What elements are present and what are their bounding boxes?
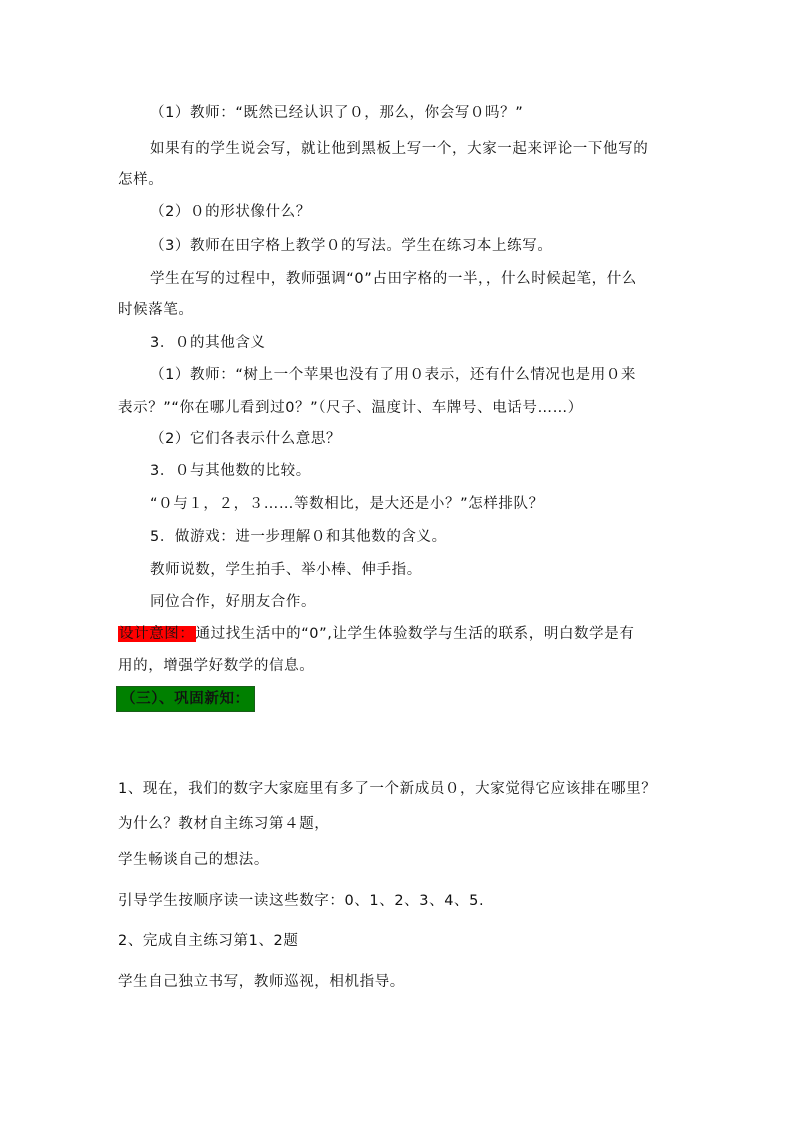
exercise-line: 为什么？教材自主练习第４题， [118,816,330,832]
paragraph-line: （3）教师在田字格上教学０的写法。学生在练习本上练写。 [150,238,553,254]
paragraph-line: （1）教师：“既然已经认识了０，那么，你会写０吗？” [150,105,524,121]
paragraph-line: （1）教师：“树上一个苹果也没有了用０表示，还有什么情况也是用０来 [150,367,637,383]
paragraph-line: 教师说数，学生拍手、举小棒、伸手指。 [150,562,422,578]
exercise-line: 2、完成自主练习第1、2题 [118,933,299,949]
design-intent-label: 设计意图： [119,626,195,642]
paragraph-line: （2）０的形状像什么？ [150,204,311,220]
exercise-line: 引导学生按顺序读一读这些数字：0、1、2、3、4、5. [118,893,485,909]
exercise-line: 学生畅谈自己的想法。 [118,852,269,868]
design-intent-line [118,624,634,644]
highlighted-heading: （三）、巩固新知： [116,686,255,712]
paragraph-line: 如果有的学生说会写，就让他到黑板上写一个，大家一起来评论一下他写的 [150,141,649,157]
section-heading-consolidate [116,686,255,712]
paragraph-line: “０与１，２，３……等数相比，是大还是小？”怎样排队？ [150,496,544,512]
paragraph-line: 怎样。 [118,172,164,188]
paragraph-line: （2）它们各表示什么意思？ [150,431,342,447]
exercise-line: 1、现在，我们的数字大家庭里有多了一个新成员０，大家觉得它应该排在哪里？ [118,781,657,797]
section-heading: 3．０与其他数的比较。 [150,463,311,479]
section-heading: 3．０的其他含义 [150,335,266,351]
paragraph-line: 学生在写的过程中，教师强调“0”占田字格的一半，，什么时候起笔，什么 [150,271,637,287]
exercise-line: 学生自己独立书写，教师巡视，相机指导。 [118,974,405,990]
paragraph-line: 用的，增强学好数学的信息。 [118,658,315,674]
design-intent-text: 通过找生活中的“0”,让学生体验数学与生活的联系，明白数学是有 [195,626,635,642]
paragraph-line: 表示？”“你在哪儿看到过0？”（尺子、温度计、车牌号、电话号……） [118,400,583,416]
paragraph-line: 时候落笔。 [118,302,194,318]
section-heading: 5．做游戏：进一步理解０和其他数的含义。 [150,529,447,545]
paragraph-line: 同位合作，好朋友合作。 [150,594,317,610]
